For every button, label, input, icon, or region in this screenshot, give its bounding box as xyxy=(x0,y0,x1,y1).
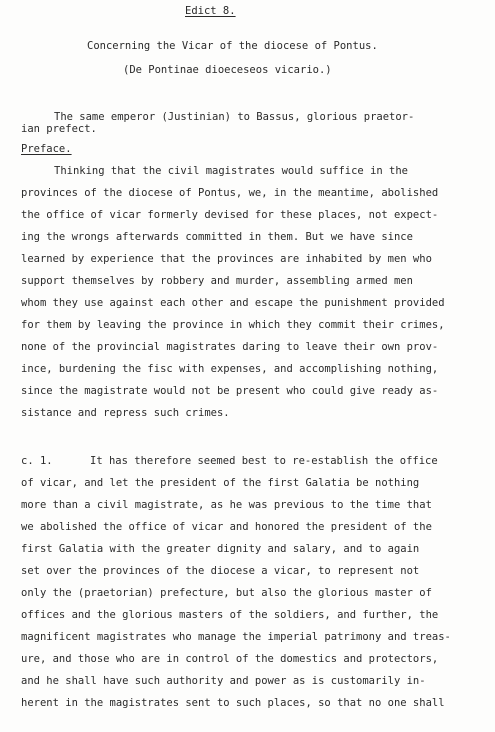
chapter-line: only the (praetorian) prefecture, but also the glorious master of xyxy=(21,587,432,599)
preface-line: ince, burdening the fisc with expenses, and accomplishing nothing, xyxy=(21,363,439,375)
preface-line: the office of vicar formerly devised for these places, not expect- xyxy=(21,209,439,221)
preface-line: provinces of the diocese of Pontus, we, in the meantime, abolished xyxy=(21,187,439,199)
chapter-line: It has therefore seemed best to re-establish the office xyxy=(90,455,438,467)
chapter-line: and he shall have such authority and power as is customarily in- xyxy=(21,675,426,687)
chapter-label: c. 1. xyxy=(21,455,53,467)
chapter-line: we abolished the office of vicar and honored the president of the xyxy=(21,521,432,533)
preface-line: support themselves by robbery and murder, assembling armed men xyxy=(21,275,413,287)
preface-line: ing the wrongs afterwards committed in them. But we have since xyxy=(21,231,413,243)
chapter-line: first Galatia with the greater dignity and salary, and to again xyxy=(21,543,420,555)
chapter-line: more than a civil magistrate, as he was previous to the time that xyxy=(21,499,432,511)
preface-line: for them by leaving the province in which they commit their crimes, xyxy=(21,319,445,331)
address-line: ian prefect. xyxy=(21,123,97,135)
preface-line: Thinking that the civil magistrates would suffice in the xyxy=(54,165,409,177)
chapter-line: of vicar, and let the president of the first Galatia be nothing xyxy=(21,477,420,489)
edict-latin-title: (De Pontinae dioeceseos vicario.) xyxy=(123,64,332,76)
preface-line: learned by experience that the provinces are inhabited by men who xyxy=(21,253,432,265)
address-line: The same emperor (Justinian) to Bassus, glorious praetor- xyxy=(54,111,415,123)
chapter-line: herent in the magistrates sent to such places, so that no one shall xyxy=(21,697,445,709)
preface-line: sistance and repress such crimes. xyxy=(21,407,230,419)
chapter-line: set over the provinces of the diocese a vicar, to represent not xyxy=(21,565,420,577)
preface-line: whom they use against each other and escape the punishment provided xyxy=(21,297,445,309)
chapter-line: magnificent magistrates who manage the imperial patrimony and treas- xyxy=(21,631,451,643)
chapter-line: offices and the glorious masters of the soldiers, and further, the xyxy=(21,609,439,621)
preface-line: since the magistrate would not be present who could give ready as- xyxy=(21,385,439,397)
preface-line: none of the provincial magistrates daring to leave their own prov- xyxy=(21,341,439,353)
edict-title: Concerning the Vicar of the diocese of Pontus. xyxy=(87,40,378,52)
preface-label: Preface. xyxy=(21,143,72,155)
edict-heading: Edict 8. xyxy=(185,5,236,17)
chapter-line: ure, and those who are in control of the domestics and protectors, xyxy=(21,653,439,665)
